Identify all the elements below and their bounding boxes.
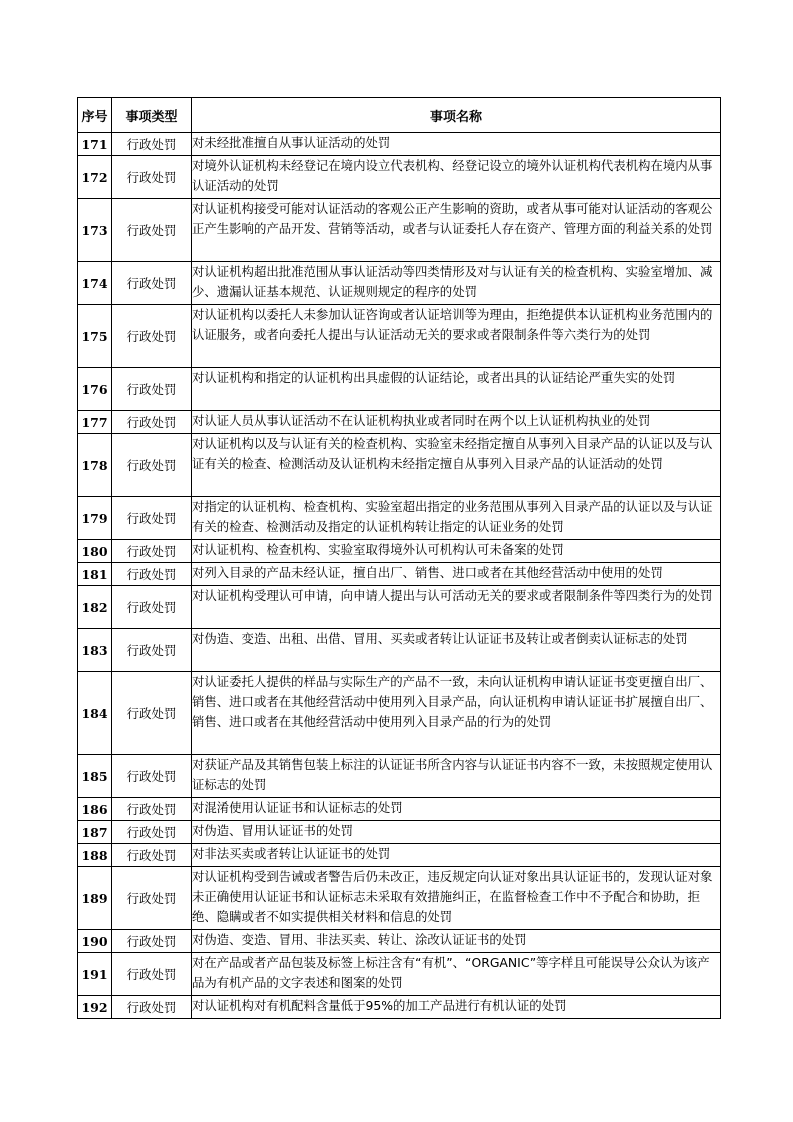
row-name: 对混淆使用认证证书和认证标志的处罚 (192, 798, 721, 821)
row-name: 对未经批准擅自从事认证活动的处罚 (192, 133, 721, 156)
row-number: 179 (78, 497, 112, 540)
table-row (78, 844, 721, 867)
row-number: 178 (78, 434, 112, 497)
row-number: 184 (78, 672, 112, 755)
row-type: 行政处罚 (112, 798, 192, 821)
table-row (78, 953, 721, 996)
table-row (78, 156, 721, 199)
row-number: 180 (78, 540, 112, 563)
row-name: 对认证机构以委托人未参加认证咨询或者认证培训等为理由，拒绝提供本认证机构业务范围内的认证服务，或者向委托人提出与认证活动无关的要求或者限制条件等六类行为的处罚 (192, 305, 721, 368)
table-row (78, 497, 721, 540)
row-type: 行政处罚 (112, 199, 192, 262)
row-name: 对认证委托人提供的样品与实际生产的产品不一致，未向认证机构申请认证证书变更擅自出厂、销售、进口或者在其他经营活动中使用列入目录产品，向认证机构申请认证证书扩展擅自出厂、销售、进口或者在其他经营活动中使用列入目录产品的行为的处罚 (192, 672, 721, 755)
table-row (78, 368, 721, 411)
row-type: 行政处罚 (112, 133, 192, 156)
row-number: 188 (78, 844, 112, 867)
row-number: 183 (78, 629, 112, 672)
row-number: 171 (78, 133, 112, 156)
row-type: 行政处罚 (112, 434, 192, 497)
row-type: 行政处罚 (112, 262, 192, 305)
row-name: 对列入目录的产品未经认证，擅自出厂、销售、进口或者在其他经营活动中使用的处罚 (192, 563, 721, 586)
row-number: 181 (78, 563, 112, 586)
table-row (78, 996, 721, 1019)
row-type: 行政处罚 (112, 497, 192, 540)
header-type: 事项类型 (112, 98, 192, 133)
table-row (78, 199, 721, 262)
header-num: 序号 (78, 98, 112, 133)
row-number: 189 (78, 867, 112, 930)
row-name: 对认证机构受理认可申请，向申请人提出与认可活动无关的要求或者限制条件等四类行为的处罚 (192, 586, 721, 629)
row-name: 对指定的认证机构、检查机构、实验室超出指定的业务范围从事列入目录产品的认证以及与认证有关的检查、检测活动及指定的认证机构转让指定的认证业务的处罚 (192, 497, 721, 540)
row-type: 行政处罚 (112, 953, 192, 996)
row-name: 对认证机构接受可能对认证活动的客观公正产生影响的资助，或者从事可能对认证活动的客观公正产生影响的产品开发、营销等活动，或者与认证委托人存在资产、管理方面的利益关系的处罚 (192, 199, 721, 262)
row-number: 174 (78, 262, 112, 305)
row-name: 对认证机构和指定的认证机构出具虚假的认证结论，或者出具的认证结论严重失实的处罚 (192, 368, 721, 411)
header-name: 事项名称 (192, 98, 721, 133)
row-name: 对认证机构受到告诫或者警告后仍未改正，违反规定向认证对象出具认证证书的，发现认证对象未正确使用认证证书和认证标志未采取有效措施纠正，在监督检查工作中不予配合和协助，拒绝、隐瞒或者不如实提供相关材料和信息的处罚 (192, 867, 721, 930)
row-number: 177 (78, 411, 112, 434)
row-name: 对认证机构、检查机构、实验室取得境外认可机构认可未备案的处罚 (192, 540, 721, 563)
row-name: 对获证产品及其销售包装上标注的认证证书所含内容与认证证书内容不一致，未按照规定使用认证标志的处罚 (192, 755, 721, 798)
table-row (78, 586, 721, 629)
row-number: 173 (78, 199, 112, 262)
row-type: 行政处罚 (112, 629, 192, 672)
row-type: 行政处罚 (112, 755, 192, 798)
row-name: 对在产品或者产品包装及标签上标注含有“有机”、“ORGANIC”等字样且可能误导公众认为该产品为有机产品的文字表述和图案的处罚 (192, 953, 721, 996)
table-row (78, 930, 721, 953)
header-row (78, 98, 721, 133)
row-type: 行政处罚 (112, 586, 192, 629)
row-type: 行政处罚 (112, 821, 192, 844)
table-row (78, 867, 721, 930)
row-name: 对非法买卖或者转让认证证书的处罚 (192, 844, 721, 867)
table-row (78, 755, 721, 798)
row-number: 192 (78, 996, 112, 1019)
table-row (78, 821, 721, 844)
row-type: 行政处罚 (112, 672, 192, 755)
items-table (77, 97, 721, 1019)
row-number: 185 (78, 755, 112, 798)
row-name: 对境外认证机构未经登记在境内设立代表机构、经登记设立的境外认证机构代表机构在境内从事认证活动的处罚 (192, 156, 721, 199)
table-row (78, 305, 721, 368)
row-type: 行政处罚 (112, 996, 192, 1019)
row-type: 行政处罚 (112, 930, 192, 953)
table-row (78, 563, 721, 586)
table-row (78, 434, 721, 497)
row-number: 176 (78, 368, 112, 411)
row-name: 对认证人员从事认证活动不在认证机构执业或者同时在两个以上认证机构执业的处罚 (192, 411, 721, 434)
row-number: 172 (78, 156, 112, 199)
row-number: 187 (78, 821, 112, 844)
row-type: 行政处罚 (112, 411, 192, 434)
row-type: 行政处罚 (112, 156, 192, 199)
row-name: 对伪造、冒用认证证书的处罚 (192, 821, 721, 844)
table-row (78, 262, 721, 305)
row-name: 对认证机构以及与认证有关的检查机构、实验室未经指定擅自从事列入目录产品的认证以及与认证有关的检查、检测活动及认证机构未经指定擅自从事列入目录产品的认证活动的处罚 (192, 434, 721, 497)
row-number: 175 (78, 305, 112, 368)
row-type: 行政处罚 (112, 540, 192, 563)
row-name: 对伪造、变造、冒用、非法买卖、转让、涂改认证证书的处罚 (192, 930, 721, 953)
row-number: 190 (78, 930, 112, 953)
row-type: 行政处罚 (112, 844, 192, 867)
row-number: 186 (78, 798, 112, 821)
table-row (78, 133, 721, 156)
row-type: 行政处罚 (112, 867, 192, 930)
row-name: 对认证机构对有机配料含量低于95%的加工产品进行有机认证的处罚 (192, 996, 721, 1019)
table-row (78, 798, 721, 821)
row-name: 对认证机构超出批准范围从事认证活动等四类情形及对与认证有关的检查机构、实验室增加、减少、遗漏认证基本规范、认证规则规定的程序的处罚 (192, 262, 721, 305)
row-number: 182 (78, 586, 112, 629)
row-type: 行政处罚 (112, 563, 192, 586)
table-row (78, 540, 721, 563)
table-row (78, 629, 721, 672)
row-type: 行政处罚 (112, 368, 192, 411)
table-row (78, 672, 721, 755)
row-number: 191 (78, 953, 112, 996)
row-type: 行政处罚 (112, 305, 192, 368)
table-row (78, 411, 721, 434)
row-name: 对伪造、变造、出租、出借、冒用、买卖或者转让认证证书及转让或者倒卖认证标志的处罚 (192, 629, 721, 672)
